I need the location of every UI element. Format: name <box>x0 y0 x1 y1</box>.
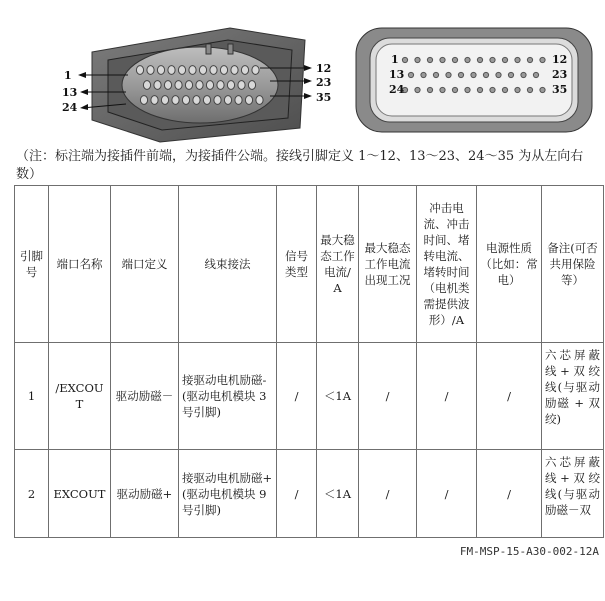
front-view-pin <box>477 57 482 62</box>
front-view-pin <box>421 72 426 77</box>
connector-pin <box>172 96 179 105</box>
front-pin-label-1: 1 <box>391 53 399 66</box>
front-pin-label-23: 23 <box>552 68 568 81</box>
connector-pin <box>252 66 259 75</box>
connector-pin <box>220 66 227 75</box>
header-remarks: 备注(可否共用保险等） <box>542 186 604 343</box>
connector-pin <box>227 81 234 90</box>
front-view-pin <box>533 72 538 77</box>
front-view-pin <box>440 57 445 62</box>
connector-illustration <box>0 0 605 150</box>
connector-pin <box>157 66 164 75</box>
front-view-pin <box>521 72 526 77</box>
front-view-pin <box>515 87 520 92</box>
front-view-pin <box>540 87 545 92</box>
front-view-pin <box>540 57 545 62</box>
connector-3d-view <box>92 28 305 142</box>
connector-pin <box>245 96 252 105</box>
front-view-pin <box>446 72 451 77</box>
front-view-pin <box>415 87 420 92</box>
front-view-pin <box>471 72 476 77</box>
front-view-pin <box>408 72 413 77</box>
connector-pin <box>214 96 221 105</box>
connector-pin <box>238 81 245 90</box>
connector-figure <box>0 0 605 150</box>
front-view-pin <box>465 57 470 62</box>
cell-max-current: ＜1A <box>317 450 359 538</box>
cell-signal-type: / <box>277 450 317 538</box>
front-view-pin <box>508 72 513 77</box>
connector-pin <box>189 66 196 75</box>
cell-pin-number: 1 <box>15 343 49 450</box>
connector-pin <box>235 96 242 105</box>
cell-port-definition: 驱动励磁－ <box>111 343 179 450</box>
connector-pin <box>164 81 171 90</box>
header-port-name: 端口名称 <box>49 186 111 343</box>
connector-pin <box>196 81 203 90</box>
front-view-pin <box>527 57 532 62</box>
connector-pin <box>178 66 185 75</box>
connector-pin <box>143 81 150 90</box>
connector-pin <box>241 66 248 75</box>
front-view-pin <box>452 87 457 92</box>
pin-label-23: 23 <box>316 76 332 89</box>
cell-max-current-condition: / <box>359 450 417 538</box>
connector-pin <box>199 66 206 75</box>
pin-numbering-note: （注：标注端为接插件前端，为接插件公端。接线引脚定义 1～12、13～23、24～35 为从左向右数） <box>16 149 584 182</box>
pin-definition-table <box>14 185 604 538</box>
front-view-pin <box>483 72 488 77</box>
cell-inrush-current: / <box>417 450 477 538</box>
pin-label-24: 24 <box>62 101 78 114</box>
front-view-pin <box>465 87 470 92</box>
cell-pin-number: 2 <box>15 450 49 538</box>
connector-pin <box>231 66 238 75</box>
pin-label-12: 12 <box>316 62 332 75</box>
header-power-type: 电源性质（比如：常电） <box>477 186 542 343</box>
table-row <box>15 450 604 538</box>
cell-remarks: 六芯屏蔽线+双绞线(与驱动励磁－双 <box>542 450 604 538</box>
front-view-pin <box>477 87 482 92</box>
front-view-pin <box>452 57 457 62</box>
front-view-pin <box>440 87 445 92</box>
cell-inrush-current: / <box>417 343 477 450</box>
cell-port-definition: 驱动励磁+ <box>111 450 179 538</box>
cell-power-type: / <box>477 450 542 538</box>
pin-label-1: 1 <box>64 69 72 82</box>
connector-pin <box>147 66 154 75</box>
cell-harness-connection: 接驱动电机励磁-(驱动电机模块 3 号引脚) <box>179 343 277 450</box>
cell-harness-connection: 接驱动电机励磁+(驱动电机模块 9 号引脚) <box>179 450 277 538</box>
connector-pin <box>203 96 210 105</box>
cell-max-current: ＜1A <box>317 343 359 450</box>
front-view-pin <box>515 57 520 62</box>
header-inrush-current: 冲击电流、冲击时间、堵转电流、堵转时间（电机类需提供波形）/A <box>417 186 477 343</box>
connector-pin <box>248 81 255 90</box>
connector-pin <box>217 81 224 90</box>
cell-port-name: EXCOUT <box>49 450 111 538</box>
connector-pin <box>168 66 175 75</box>
pin-label-13: 13 <box>62 86 78 99</box>
cell-port-name: /EXCOUT <box>49 343 111 450</box>
document-code: FM-MSP-15-A30-002-12A <box>459 545 599 558</box>
header-port-definition: 端口定义 <box>111 186 179 343</box>
front-view-pin <box>490 87 495 92</box>
header-harness-connection: 线束接法 <box>179 186 277 343</box>
table-row <box>15 343 604 450</box>
front-pin-label-24: 24 <box>389 83 405 96</box>
header-max-current-condition: 最大稳态工作电流出现工况 <box>359 186 417 343</box>
cell-max-current-condition: / <box>359 343 417 450</box>
front-view-pin <box>427 57 432 62</box>
front-view-pin <box>496 72 501 77</box>
cell-power-type: / <box>477 343 542 450</box>
connector-pin <box>210 66 217 75</box>
front-view-pin <box>458 72 463 77</box>
cell-remarks: 六芯屏蔽线+双绞线(与驱动励磁 + 双绞) <box>542 343 604 450</box>
front-view-pin <box>415 57 420 62</box>
connector-pin <box>154 81 161 90</box>
front-view-pin <box>427 87 432 92</box>
front-view-pin <box>502 57 507 62</box>
front-pin-label-12: 12 <box>552 53 568 66</box>
header-pin-number: 引脚号 <box>15 186 49 343</box>
connector-pin <box>151 96 158 105</box>
connector-pin <box>224 96 231 105</box>
connector-pin <box>182 96 189 105</box>
connector-pin <box>256 96 263 105</box>
front-pin-label-13: 13 <box>389 68 405 81</box>
table-header-row <box>15 186 604 343</box>
front-view-pin <box>402 57 407 62</box>
header-signal-type: 信号类型 <box>277 186 317 343</box>
front-pin-label-35: 35 <box>552 83 568 96</box>
pin-label-35: 35 <box>316 91 332 104</box>
connector-pin <box>206 81 213 90</box>
cell-signal-type: / <box>277 343 317 450</box>
front-view-pin <box>502 87 507 92</box>
front-view-pin <box>527 87 532 92</box>
connector-pin <box>175 81 182 90</box>
front-view-pin <box>490 57 495 62</box>
header-max-current: 最大稳态工作电流/A <box>317 186 359 343</box>
connector-pin <box>140 96 147 105</box>
front-view-pin <box>433 72 438 77</box>
connector-pin <box>136 66 143 75</box>
connector-pin <box>193 96 200 105</box>
connector-pin <box>185 81 192 90</box>
connector-pin <box>161 96 168 105</box>
